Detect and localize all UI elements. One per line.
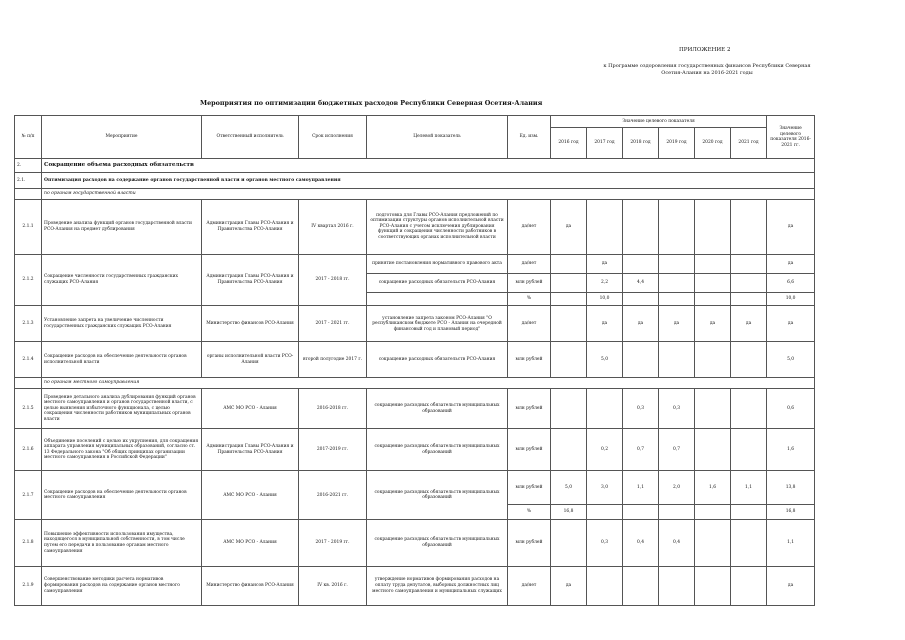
row-total: да xyxy=(767,566,815,605)
row-total: да xyxy=(767,306,815,342)
row-y2020 xyxy=(695,388,731,428)
row-total: 16,8 xyxy=(767,505,815,520)
row-unit: да/нет xyxy=(508,306,551,342)
row-unit: млн рублей xyxy=(508,273,551,292)
section-row xyxy=(15,159,815,173)
row-y2020 xyxy=(695,273,731,292)
measures-table xyxy=(14,115,815,606)
table-row xyxy=(15,342,815,378)
subsection-row xyxy=(15,173,815,189)
col-executor-header: Ответственный исполнитель xyxy=(202,116,299,159)
row-y2019 xyxy=(659,199,695,254)
row-num: 2.1.1 xyxy=(15,199,42,254)
row-y2017: 0,3 xyxy=(587,520,623,567)
table-row xyxy=(15,306,815,342)
row-indicator: принятие постановления нормативного правового акта xyxy=(367,254,508,273)
row-total: 0,6 xyxy=(767,388,815,428)
row-y2021 xyxy=(731,566,767,605)
section-title: Сокращение объема расходных обязательств xyxy=(42,159,815,173)
row-y2019 xyxy=(659,566,695,605)
row-executor: Администрация Главы РСО-Алания и Правительства РСО-Алания xyxy=(202,429,299,471)
row-y2019 xyxy=(659,254,695,273)
row-deadline: 2017 - 2019 гг. xyxy=(299,520,367,567)
row-unit: % xyxy=(508,292,551,306)
header-row xyxy=(15,116,815,128)
row-y2020 xyxy=(695,429,731,471)
row-y2016 xyxy=(551,273,587,292)
row-y2016: 16,8 xyxy=(551,505,587,520)
row-y2020 xyxy=(695,520,731,567)
table-row xyxy=(15,254,815,273)
col-total-header: Значение целевого показателя 2016-2021 гг. xyxy=(767,116,815,159)
row-y2016 xyxy=(551,306,587,342)
row-indicator xyxy=(367,292,508,306)
row-y2021 xyxy=(731,429,767,471)
document-title: Мероприятия по оптимизации бюджетных расходов Республики Северная Осетия-Алания xyxy=(200,99,543,107)
row-y2017: 3,0 xyxy=(587,471,623,505)
col-target-group-header: Значение целевого показателя xyxy=(551,116,767,128)
row-y2016 xyxy=(551,429,587,471)
row-num: 2.1.9 xyxy=(15,566,42,605)
table-row xyxy=(15,429,815,471)
row-y2018: 0,3 xyxy=(623,388,659,428)
row-y2021 xyxy=(731,254,767,273)
row-num: 2.1.4 xyxy=(15,342,42,378)
row-y2018: 1,1 xyxy=(623,471,659,505)
row-y2019: да xyxy=(659,306,695,342)
col-indicator-header: Целевой показатель xyxy=(367,116,508,159)
row-y2017: да xyxy=(587,254,623,273)
row-y2016: да xyxy=(551,199,587,254)
row-y2019: 0,3 xyxy=(659,388,695,428)
row-y2016: 5,0 xyxy=(551,471,587,505)
row-y2021: 1,1 xyxy=(731,471,767,505)
row-executor: АМС МО РСО - Алания xyxy=(202,520,299,567)
row-y2019 xyxy=(659,292,695,306)
row-y2016: да xyxy=(551,566,587,605)
row-y2017: 10,0 xyxy=(587,292,623,306)
row-y2021 xyxy=(731,520,767,567)
row-y2018: 0,7 xyxy=(623,429,659,471)
row-y2021: да xyxy=(731,306,767,342)
appendix-label: ПРИЛОЖЕНИЕ 2 xyxy=(679,47,731,53)
row-unit: да/нет xyxy=(508,199,551,254)
row-indicator: подготовка для Главы РСО-Алания предложений по оптимизации структуры органов исполнительной власти РСО-Алания с учетом исключения дублирования функций и сокращения численности работников в соответствующих органах исполнительной власти xyxy=(367,199,508,254)
group-local-bodies: по органам местного самоуправления xyxy=(42,378,815,389)
row-total: да xyxy=(767,254,815,273)
row-y2016 xyxy=(551,388,587,428)
row-unit: да/нет xyxy=(508,254,551,273)
row-y2016 xyxy=(551,342,587,378)
row-y2018: 4,4 xyxy=(623,273,659,292)
table-row xyxy=(15,388,815,428)
row-y2019 xyxy=(659,342,695,378)
row-y2021 xyxy=(731,388,767,428)
row-num: 2.1.3 xyxy=(15,306,42,342)
row-executor: Министерство финансов РСО-Алания xyxy=(202,306,299,342)
row-y2021 xyxy=(731,199,767,254)
year-header: 2018 год xyxy=(623,127,659,159)
row-total: 10,0 xyxy=(767,292,815,306)
row-y2020 xyxy=(695,199,731,254)
year-header: 2019 год xyxy=(659,127,695,159)
row-unit: млн рублей xyxy=(508,520,551,567)
row-unit: да/нет xyxy=(508,566,551,605)
table-row xyxy=(15,199,815,254)
row-y2020 xyxy=(695,566,731,605)
row-measure: Сокращение численности государственных гражданских служащих РСО-Алания xyxy=(42,254,202,306)
row-deadline: 2017-2019 гг. xyxy=(299,429,367,471)
row-y2017: 0,2 xyxy=(587,429,623,471)
row-deadline: 2016-2018 гг. xyxy=(299,388,367,428)
row-unit: % xyxy=(508,505,551,520)
row-y2016 xyxy=(551,520,587,567)
row-deadline: 2017 - 2018 гг. xyxy=(299,254,367,306)
year-header: 2021 год xyxy=(731,127,767,159)
row-indicator: сокращение расходных обязательств муниципальных образований xyxy=(367,429,508,471)
col-deadline-header: Срок исполнения xyxy=(299,116,367,159)
row-y2017: 2,2 xyxy=(587,273,623,292)
row-y2018 xyxy=(623,199,659,254)
row-total: 1,6 xyxy=(767,429,815,471)
row-y2018 xyxy=(623,342,659,378)
row-y2018 xyxy=(623,292,659,306)
row-y2016 xyxy=(551,254,587,273)
row-indicator: сокращение расходных обязательств РСО-Алания xyxy=(367,273,508,292)
row-y2018 xyxy=(623,505,659,520)
row-total: 6,6 xyxy=(767,273,815,292)
year-header: 2020 год xyxy=(695,127,731,159)
row-y2019: 2,0 xyxy=(659,471,695,505)
row-executor: АМС МО РСО - Алания xyxy=(202,471,299,520)
row-measure: Повышение эффективности использования имущества, находящегося в муниципальной собственности, в том числе путем его передачи в пользование органам местного самоуправления xyxy=(42,520,202,567)
row-measure: Сокращение расходов на обеспечение деятельности органов местного самоуправления xyxy=(42,471,202,520)
row-num: 2.1.5 xyxy=(15,388,42,428)
year-header: 2016 год xyxy=(551,127,587,159)
row-measure: Проведение анализа функций органов государственной власти РСО-Алания на предмет дублирования xyxy=(42,199,202,254)
group-state-bodies: по органам государственной власти xyxy=(42,188,815,199)
row-y2021 xyxy=(731,505,767,520)
row-y2016 xyxy=(551,292,587,306)
row-indicator: сокращение расходных обязательств муниципальных образований xyxy=(367,388,508,428)
table-row xyxy=(15,520,815,567)
group-row xyxy=(15,188,815,199)
table-row xyxy=(15,566,815,605)
row-deadline: 2017 - 2021 гг. xyxy=(299,306,367,342)
subsection-title: Оптимизация расходов на содержание органов государственной власти и органов местного самоуправления xyxy=(42,173,815,189)
row-deadline: IV кв. 2016 г. xyxy=(299,566,367,605)
section-num: 2. xyxy=(15,159,42,173)
row-deadline: второй полугодие 2017 г. xyxy=(299,342,367,378)
row-indicator: сокращение расходных обязательств муниципальных образований xyxy=(367,471,508,520)
row-y2017: 5,0 xyxy=(587,342,623,378)
row-deadline: 2016-2021 гг. xyxy=(299,471,367,520)
row-y2018: да xyxy=(623,306,659,342)
row-y2021 xyxy=(731,273,767,292)
row-y2020 xyxy=(695,292,731,306)
row-y2019 xyxy=(659,505,695,520)
row-y2017 xyxy=(587,566,623,605)
row-y2019 xyxy=(659,273,695,292)
row-num: 2.1.6 xyxy=(15,429,42,471)
row-executor: Администрация Главы РСО-Алания и Правительства РСО-Алания xyxy=(202,199,299,254)
row-unit: млн рублей xyxy=(508,429,551,471)
program-reference: к Программе оздоровления государственных финансов Республики Северная Осетия-Алания на 2016-2021 годы xyxy=(603,63,811,76)
row-total: 13,8 xyxy=(767,471,815,505)
row-indicator: сокращение расходных обязательств РСО-Алания xyxy=(367,342,508,378)
row-total: 5,0 xyxy=(767,342,815,378)
row-unit: млн рублей xyxy=(508,388,551,428)
row-y2017 xyxy=(587,505,623,520)
table-row xyxy=(15,471,815,505)
row-total: 1,1 xyxy=(767,520,815,567)
row-executor: Администрация Главы РСО-Алания и Правительства РСО-Алания xyxy=(202,254,299,306)
col-num-header: № п/п xyxy=(15,116,42,159)
row-y2018 xyxy=(623,566,659,605)
row-y2020 xyxy=(695,254,731,273)
row-executor: органы исполнительной власти РСО-Алания xyxy=(202,342,299,378)
col-measure-header: Мероприятие xyxy=(42,116,202,159)
row-y2020 xyxy=(695,505,731,520)
row-num: 2.1.8 xyxy=(15,520,42,567)
row-measure: Проведение детального анализа дублирования функций органов местного самоуправления и органов государственной власти, с целью выявления избыточного функционала, с целью сокращения численности работников муниципальных органов власти xyxy=(42,388,202,428)
row-deadline: IV квартал 2016 г. xyxy=(299,199,367,254)
row-y2018 xyxy=(623,254,659,273)
row-measure: Сокращение расходов на обеспечение деятельности органов исполнительной власти xyxy=(42,342,202,378)
row-y2020 xyxy=(695,342,731,378)
row-y2021 xyxy=(731,292,767,306)
row-measure: Установление запрета на увеличение численности государственных гражданских служащих РСО-Алания xyxy=(42,306,202,342)
row-y2017: да xyxy=(587,306,623,342)
col-unit-header: Ед. изм. xyxy=(508,116,551,159)
row-y2018: 0,4 xyxy=(623,520,659,567)
row-y2017 xyxy=(587,388,623,428)
row-measure: Объединение поселений с целью их укрупнения, для сокращения аппарата управления муниципальных образований, согласно ст. 13 Федерального закона "Об общих принципах организации местного самоуправления в Российской Федерации" xyxy=(42,429,202,471)
row-indicator: сокращение расходных обязательств муниципальных образований xyxy=(367,520,508,567)
row-y2019: 0,4 xyxy=(659,520,695,567)
row-num: 2.1.7 xyxy=(15,471,42,520)
row-y2017 xyxy=(587,199,623,254)
row-y2021 xyxy=(731,342,767,378)
row-measure: Совершенствование методики расчета нормативов формирования расходов на содержание органов местного самоуправления xyxy=(42,566,202,605)
group-row xyxy=(15,378,815,389)
year-header: 2017 год xyxy=(587,127,623,159)
row-executor: Министерство финансов РСО-Алания xyxy=(202,566,299,605)
row-unit: млн рублей xyxy=(508,471,551,505)
subsection-num: 2.1. xyxy=(15,173,42,189)
row-y2020: 1,6 xyxy=(695,471,731,505)
row-y2020: да xyxy=(695,306,731,342)
row-y2019: 0,7 xyxy=(659,429,695,471)
row-total: да xyxy=(767,199,815,254)
row-indicator: утверждение нормативов формирования расходов на оплату труда депутатов, выборных должностных лиц местного самоуправления и муниципальных служащих xyxy=(367,566,508,605)
row-indicator: установление запрета законом РСО-Алания "О республиканском бюджете РСО - Алания на очередной финансовый год и плановый период" xyxy=(367,306,508,342)
row-executor: АМС МО РСО - Алания xyxy=(202,388,299,428)
row-num: 2.1.2 xyxy=(15,254,42,306)
row-unit: млн рублей xyxy=(508,342,551,378)
